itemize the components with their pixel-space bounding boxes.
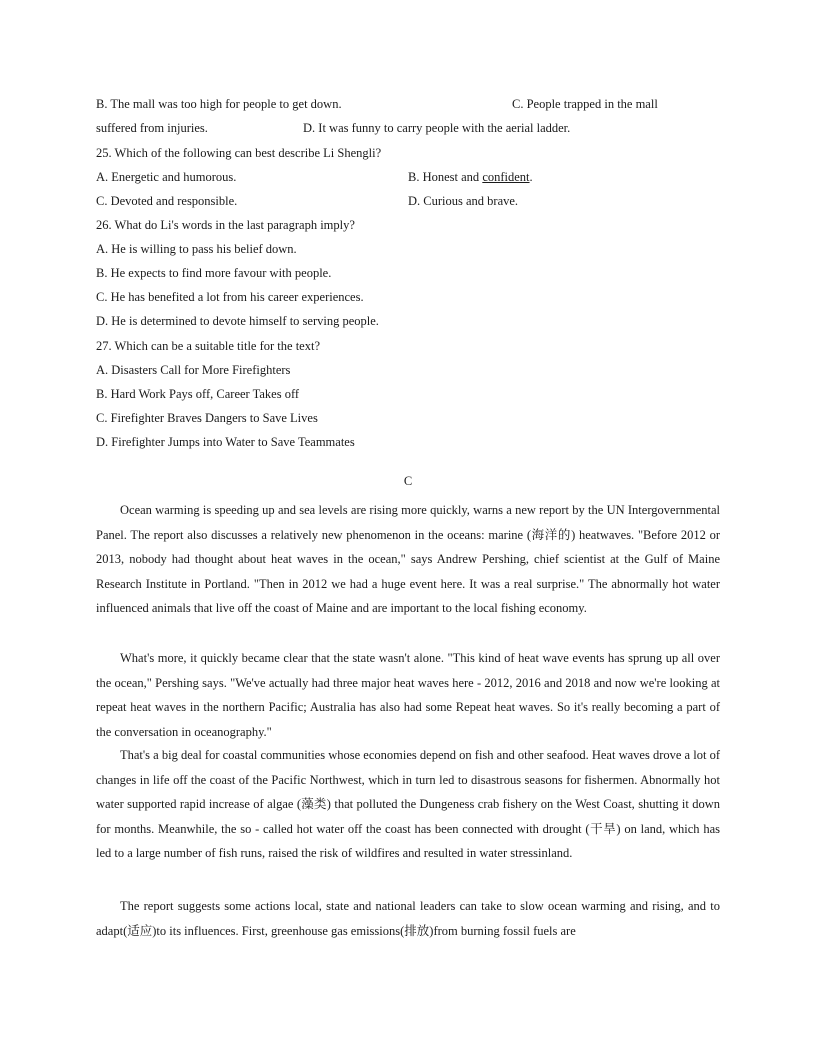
q25-option-a: A. Energetic and humorous. <box>96 170 237 184</box>
passage-paragraph-4: The report suggests some actions local, state and national leaders can take to slow ocean warming and rising, and to adapt(适应)to its influences. First, greenhouse gas emissions(排放)from burning fossil fuels are <box>96 899 720 938</box>
q25-option-d: D. Curious and brave. <box>408 194 519 208</box>
q24-option-c-continued: suffered from injuries. <box>96 121 208 135</box>
q25-option-b-underlined: confident <box>482 170 530 184</box>
q27-option-a: A. Disasters Call for More Firefighters <box>96 363 291 377</box>
q26-question: 26. What do Li's words in the last paragraph imply? <box>96 218 355 232</box>
q27-question: 27. Which can be a suitable title for the text? <box>96 339 320 353</box>
q24-option-d: D. It was funny to carry people with the aerial ladder. <box>303 121 571 135</box>
q24-option-b: B. The mall was too high for people to get down. <box>96 97 342 111</box>
q27-option-c: C. Firefighter Braves Dangers to Save Lives <box>96 411 318 425</box>
q26-option-b: B. He expects to find more favour with people. <box>96 266 332 280</box>
q26-option-d: D. He is determined to devote himself to serving people. <box>96 314 379 328</box>
q24-option-c: C. People trapped in the mall <box>512 97 658 111</box>
q25-option-c: C. Devoted and responsible. <box>96 194 238 208</box>
q27-option-d: D. Firefighter Jumps into Water to Save Teammates <box>96 435 355 449</box>
q26-option-c: C. He has benefited a lot from his career experiences. <box>96 290 364 304</box>
section-heading: C <box>403 474 413 488</box>
q26-option-a: A. He is willing to pass his belief down. <box>96 242 297 256</box>
q25-option-b-suffix: . <box>529 170 533 184</box>
q25-question: 25. Which of the following can best describe Li Shengli? <box>96 146 382 160</box>
q25-option-b-prefix: B. Honest and <box>408 170 483 184</box>
q25-option-b <box>408 169 533 185</box>
q27-option-b: B. Hard Work Pays off, Career Takes off <box>96 387 300 401</box>
passage-paragraph-1: Ocean warming is speeding up and sea levels are rising more quickly, warns a new report by the UN Intergovernmental Panel. The report also discusses a relatively new phenomenon in the oceans: marine (海洋的) heatwaves. "Before 2012 or 2013, nobody had thought about heat waves in the ocean," says Andrew Pershing, chief scientist at the Gulf of Maine Research Institute in Portland. "Then in 2012 we had a huge event here. It was a real surprise." The abnormally hot water influenced animals that live off the coast of Maine and are important to the local fishing economy. <box>96 503 720 616</box>
passage-paragraph-2: What's more, it quickly became clear that the state wasn't alone. "This kind of heat wave events has sprung up all over the ocean," Pershing says. "We've actually had three major heat waves here - 2012, 2016 and 2018 and now we're looking at repeat heat waves in the northern Pacific; Australia has also had some Repeat heat waves. So it's really becoming a part of the conversation in oceanography." <box>96 651 720 739</box>
passage-paragraph-3: That's a big deal for coastal communities whose economies depend on fish and other seafood. Heat waves drove a lot of changes in life off the coast of the Pacific Northwest, which in turn led to disastrous seasons for fishermen. Abnormally hot water supported rapid increase of algae (藻类) that polluted the Dungeness crab fishery on the West Coast, shutting it down for months. Meanwhile, the so - called hot water off the coast has been connected with drought (干旱) on land, which has led to a large number of fish runs, raised the risk of wildfires and resulted in water stressinland. <box>96 748 720 861</box>
